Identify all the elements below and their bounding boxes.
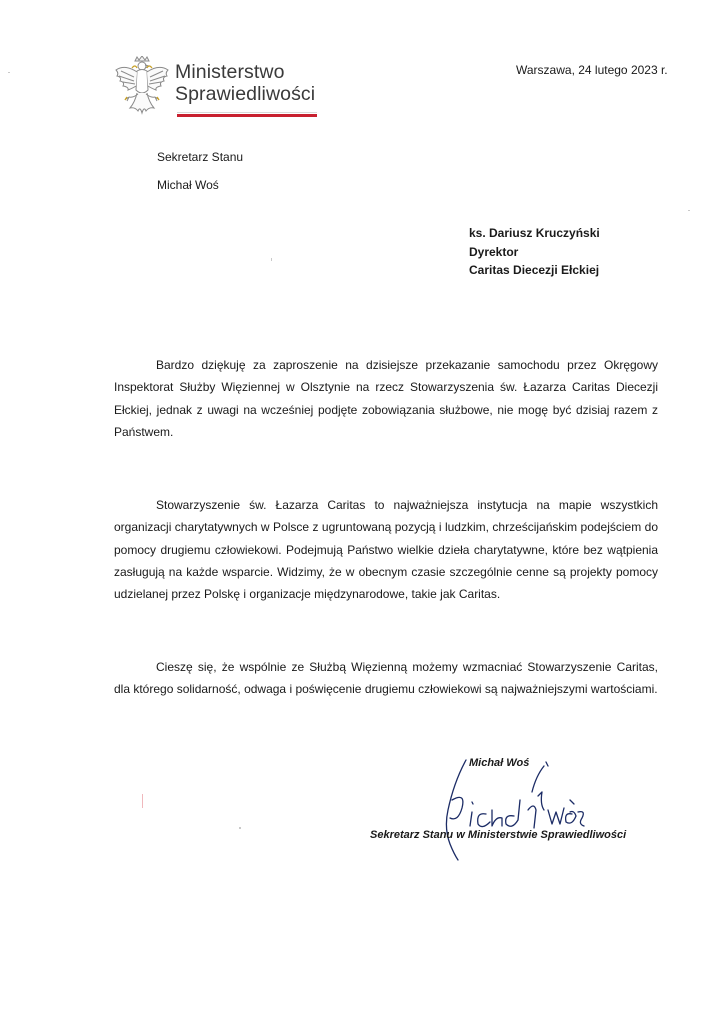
body-paragraph-1-text: Bardzo dziękuję za zaproszenie na dzisiejsze przekazanie samochodu przez Okręgowy Inspektorat Służby Więziennej w Olsztynie na rzecz Stowarzyszenia św. Łazarza Caritas Diecezji Ełckiej, jednak z uwagi na wcześniej podjęte zobowiązania służbowe, nie mogę być dzisiaj razem z Państwem. [114, 358, 658, 439]
signatory-name: Michał Woś [469, 757, 530, 769]
scan-mark [688, 210, 690, 211]
body-paragraph-3-text: Cieszę się, że wspólnie ze Służbą Więzienną możemy wzmacniać Stowarzyszenie Caritas, dla którego solidarność, odwaga i poświęcenie drugiemu człowiekowi są najważniejszymi wartościami. [114, 660, 658, 697]
flag-white-stripe [177, 112, 317, 113]
body-paragraph-1 [114, 354, 658, 443]
sender-role: Sekretarz Stanu [157, 150, 244, 164]
handwritten-signature [436, 752, 586, 862]
recipient-name: ks. Dariusz Kruczyński [469, 226, 600, 240]
body-paragraph-2 [114, 494, 658, 605]
eagle-emblem-icon [113, 56, 171, 118]
scan-mark [8, 72, 10, 73]
ministry-name [175, 61, 315, 105]
ministry-logo [113, 56, 323, 126]
flag-stripe [177, 112, 317, 117]
recipient-organization: Caritas Diecezji Ełckiej [469, 263, 600, 277]
ministry-name-line1: Ministerstwo [175, 61, 285, 83]
body-paragraph-3 [114, 656, 658, 701]
scan-mark [271, 258, 272, 261]
letter-date: Warszawa, 24 lutego 2023 r. [516, 63, 668, 77]
body-paragraph-2-text: Stowarzyszenie św. Łazarza Caritas to najważniejsza instytucja na mapie wszystkich organizacji charytatywnych w Polsce z ugruntowaną pozycją i ludzkim, chrześcijańskim podejściem do pomocy drugiemu człowiekowi. Podejmują Państwo wielkie dzieła charytatywne, które bez wątpienia zasługują na każde wsparcie. Widzimy, że w obecnym czasie szczególnie cenne są projekty pomocy udzielanej przez Polskę i organizacje międzynarodowe, takie jak Caritas. [114, 498, 658, 602]
recipient-title: Dyrektor [469, 244, 519, 259]
recipient-block [469, 224, 600, 280]
scan-mark [239, 827, 241, 829]
flag-red-stripe [177, 114, 317, 117]
signatory-title: Sekretarz Stanu w Ministerstwie Sprawiedliwości [370, 829, 627, 841]
scan-mark [142, 794, 143, 808]
sender-name: Michał Woś [157, 178, 219, 192]
ministry-name-line2: Sprawiedliwości [175, 83, 316, 105]
